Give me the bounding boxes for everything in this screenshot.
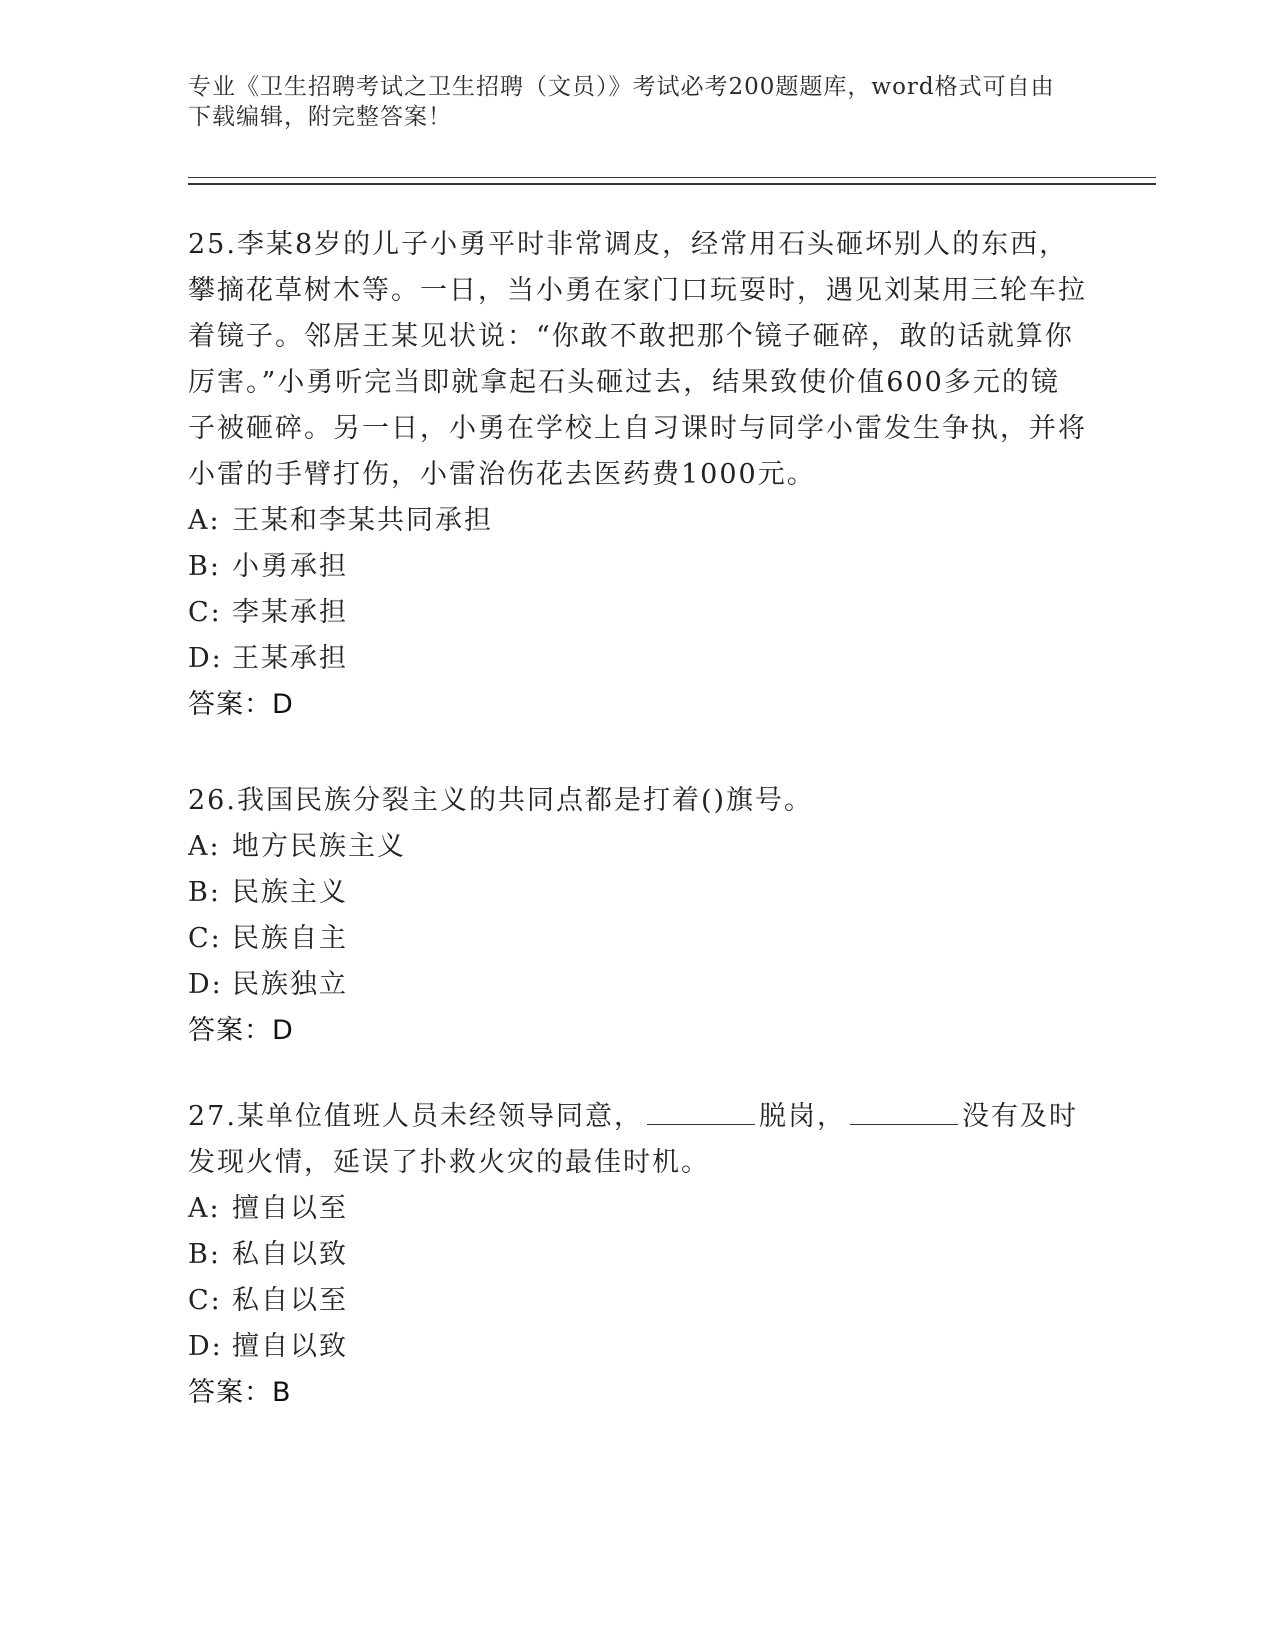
question-stem: 25.李某8岁的儿子小勇平时非常调皮，经常用石头砸坏别人的东西，攀摘花草树木等。一日，当小勇在家门口玩耍时，遇见刘某用三轮车拉着镜子。邻居王某见状说：“你敢不敢把那个镜子砸碎，敢的话就算你厉害。”小勇听完当即就拿起石头砸过去，结果致使价值600多元的镜子被砸碎。另一日，小勇在学校上自习课时与同学小雷发生争执，并将小雷的手臂打伤，小雷治伤花去医药费1000元。 bbox=[188, 229, 1087, 490]
option-c bbox=[188, 1278, 1088, 1324]
option-letter: B: bbox=[188, 1239, 221, 1270]
question-stem bbox=[188, 1094, 1088, 1186]
option-d bbox=[188, 1324, 1088, 1370]
answer-line: 答案：D bbox=[188, 1015, 294, 1046]
option-letter: A: bbox=[188, 831, 221, 862]
option-text: 民族自主 bbox=[232, 923, 348, 954]
option-a bbox=[188, 498, 1088, 544]
option-letter: D: bbox=[188, 1331, 223, 1362]
header-divider bbox=[188, 177, 1156, 185]
question-stem: 26.我国民族分裂主义的共同点都是打着()旗号。 bbox=[188, 785, 814, 816]
option-b bbox=[188, 1232, 1088, 1278]
option-c bbox=[188, 916, 1088, 962]
stem-part: 没有及时发现火情，延误了扑救火灾的最佳时机。 bbox=[188, 1101, 1078, 1178]
option-text: 王某和李某共同承担 bbox=[232, 505, 493, 536]
option-letter: A: bbox=[188, 505, 221, 536]
option-text: 私自以致 bbox=[232, 1239, 348, 1270]
option-c bbox=[188, 590, 1088, 636]
option-a bbox=[188, 824, 1088, 870]
option-text: 民族独立 bbox=[232, 969, 348, 1000]
option-text: 私自以至 bbox=[232, 1285, 348, 1316]
question-27 bbox=[188, 1094, 1088, 1416]
stem-part: 脱岗， bbox=[758, 1101, 846, 1132]
option-d bbox=[188, 962, 1088, 1008]
question-26 bbox=[188, 778, 1088, 1054]
option-letter: C: bbox=[188, 597, 222, 628]
option-b bbox=[188, 544, 1088, 590]
option-text: 李某承担 bbox=[232, 597, 348, 628]
stem-part: 27.某单位值班人员未经领导同意， bbox=[188, 1101, 643, 1132]
fill-blank bbox=[850, 1100, 958, 1125]
option-text: 地方民族主义 bbox=[232, 831, 406, 862]
option-letter: C: bbox=[188, 1285, 222, 1316]
question-25 bbox=[188, 222, 1088, 728]
option-letter: B: bbox=[188, 877, 221, 908]
option-letter: A: bbox=[188, 1193, 221, 1224]
option-d bbox=[188, 636, 1088, 682]
option-b bbox=[188, 870, 1088, 916]
option-text: 民族主义 bbox=[232, 877, 348, 908]
option-letter: B: bbox=[188, 551, 221, 582]
option-letter: D: bbox=[188, 643, 223, 674]
option-letter: C: bbox=[188, 923, 222, 954]
fill-blank bbox=[647, 1100, 755, 1125]
option-text: 小勇承担 bbox=[232, 551, 348, 582]
answer-line: 答案：B bbox=[188, 1377, 292, 1408]
option-text: 擅自以至 bbox=[232, 1193, 348, 1224]
option-text: 王某承担 bbox=[232, 643, 348, 674]
option-a bbox=[188, 1186, 1088, 1232]
option-text: 擅自以致 bbox=[232, 1331, 348, 1362]
answer-line: 答案：D bbox=[188, 689, 294, 720]
option-letter: D: bbox=[188, 969, 223, 1000]
document-header: 专业《卫生招聘考试之卫生招聘（文员）》考试必考200题题库，word格式可自由下载编辑，附完整答案！ bbox=[188, 74, 1055, 130]
